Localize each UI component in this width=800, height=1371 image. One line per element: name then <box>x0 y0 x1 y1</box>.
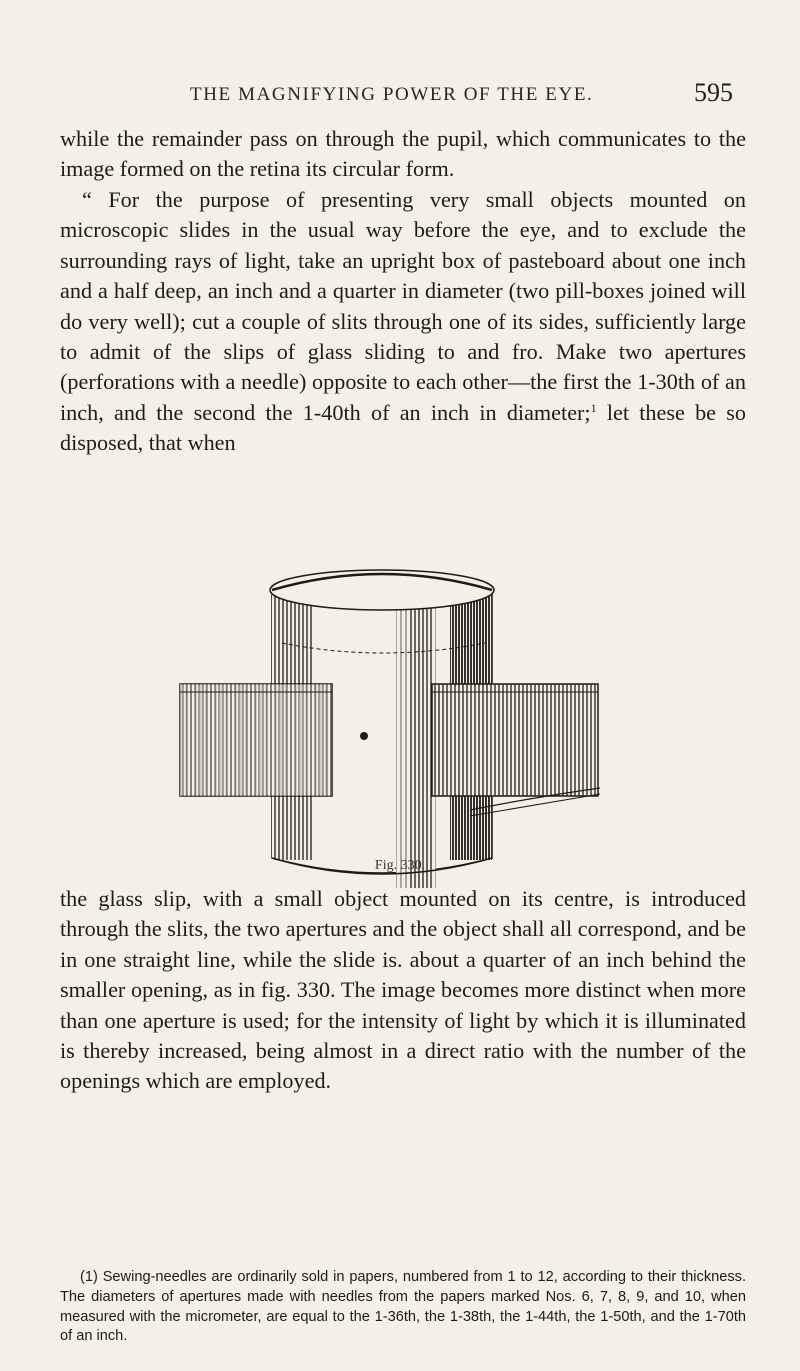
page-header <box>0 78 800 112</box>
running-head: THE MAGNIFYING POWER OF THE EYE. <box>190 84 594 105</box>
paragraph-quotation-text: “ For the purpose of presenting very small objects mounted on microscopic slides in the usual way before the eye, and to exclude the surrounding rays of light, take an upright box of pasteboard about one inch and a half deep, an inch and a quarter in diameter (two pill-boxes joined will do very well); cut a couple of slits through one of its sides, sufficiently large to admit of the slips of glass sliding to and fro. Make two apertures (perforations with a needle) opposite to each other—the first the 1-30th of an inch, and the second the 1-40th of an inch in diameter; <box>60 187 746 425</box>
pill-box-illustration <box>170 548 610 888</box>
page-number: 595 <box>694 78 733 107</box>
aperture-dot <box>360 732 368 740</box>
paragraph-main: the glass slip, with a small object mounted on its centre, is introduced through the slits, the two apertures and the object shall all correspond, and be in one straight line, while the slide is. about a quarter of an inch behind the smaller opening, as in fig. 330. The image becomes more distinct when more than one aperture is used; for the intensity of light by which it is illuminated is thereby increased, being almost in a direct ratio with the number of the openings which are employed. <box>60 886 746 1094</box>
paragraph-quotation-tail: let these be so disposed, that when <box>60 399 746 456</box>
figure-pill-box-illustration <box>170 548 610 888</box>
paragraph-quotation <box>60 185 746 459</box>
footnote: (1) Sewing-needles are ordinarily sold in papers, numbered from 1 to 12, according to their thickness. The diameters of apertures made with needles from the papers marked Nos. 6, 7, 8, 9, and 10, when measured with the micrometer, are equal to the 1-36th, the 1-38th, the 1-44th, the 1-50th, and the 1-70th of an inch. <box>60 1269 746 1345</box>
figure-caption: Fig. 330. <box>374 858 426 873</box>
footnote-reference: 1 <box>590 400 597 415</box>
paragraph-continuation: while the remainder pass on through the pupil, which communicates to the image formed on the retina its circular form. <box>60 126 746 182</box>
